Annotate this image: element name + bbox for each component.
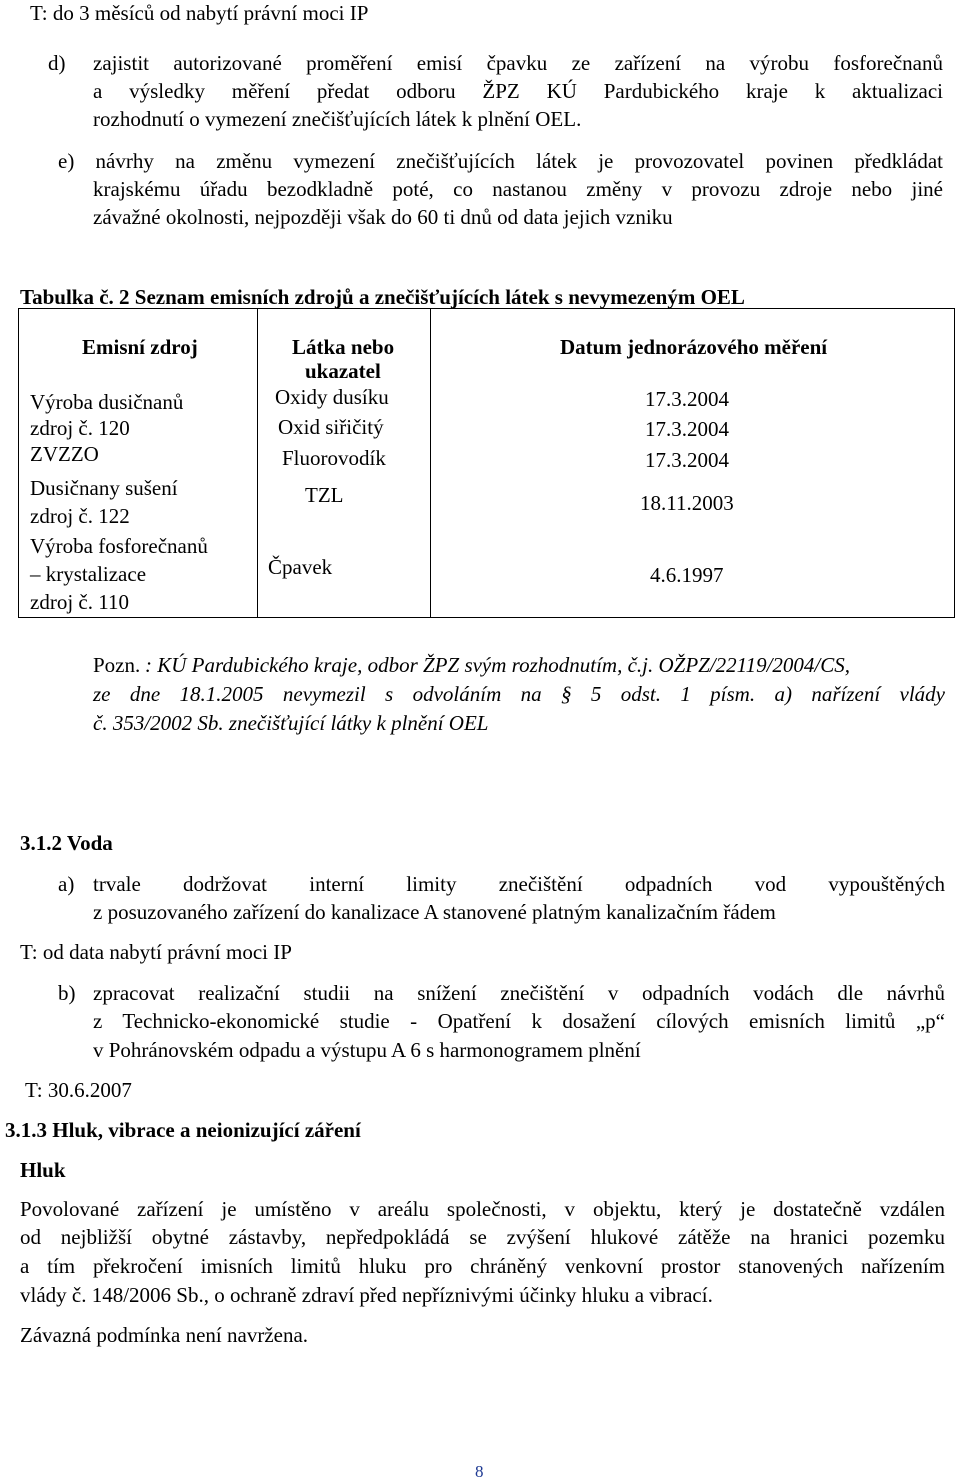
table-row: Oxidy dusíku	[275, 385, 389, 409]
item-d-line1: zajistit autorizované proměření emisí čpavku ze zařízení na výrobu fosforečnanů	[93, 51, 943, 75]
item-d-line3: rozhodnutí o vymezení znečišťujících látek k plnění OEL.	[93, 107, 582, 131]
table-row: TZL	[305, 483, 344, 507]
table-cell-date: 17.3.2004	[645, 417, 729, 441]
hluk-para-line4: vlády č. 148/2006 Sb., o ochraně zdraví před nepříznivými účinky hluku a vibrací.	[20, 1283, 713, 1307]
hluk-para-line1: Povolované zařízení je umístěno v areálu společnosti, v objektu, který je dostatečně vzdálen	[20, 1197, 945, 1221]
hluk-condition: Závazná podmínka není navržena.	[20, 1323, 309, 1347]
source-1-line3: ZVZZO	[30, 442, 99, 466]
voda-item-a-marker: a)	[58, 872, 75, 896]
table-divider-1	[257, 308, 258, 618]
voda-term-b: T: 30.6.2007	[25, 1078, 132, 1102]
voda-item-b-line1: zpracovat realizační studii na snížení znečištění v odpadních vodách dle návrhů	[93, 981, 945, 1005]
item-d-line2: a výsledky měření předat odboru ŽPZ KÚ Pardubického kraje k aktualizaci	[93, 79, 943, 103]
voda-item-b-line2: z Technicko-ekonomické studie - Opatření k dosažení cílových emisních limitů „p“	[93, 1009, 945, 1033]
hluk-para-line3: a tím překročení imisních limitů hluku pro chráněný venkovní prostor stanovených nařízením	[20, 1254, 945, 1278]
voda-item-a-line2: z posuzovaného zařízení do kanalizace A stanovené platným kanalizačním řádem	[93, 900, 776, 924]
voda-item-a-line1: trvale dodržovat interní limity znečištění odpadních vod vypouštěných	[93, 872, 945, 896]
note-label: Pozn.	[93, 653, 141, 677]
voda-term-a: T: od data nabytí právní moci IP	[20, 940, 292, 964]
note-line3: č. 353/2002 Sb. znečišťující látky k plnění OEL	[93, 711, 489, 735]
header-source: Emisní zdroj	[82, 335, 198, 359]
table-cell-date: 17.3.2004	[645, 387, 729, 411]
section-hluk-heading: 3.1.3 Hluk, vibrace a neionizující záření	[5, 1118, 361, 1142]
header-substance-2: ukazatel	[305, 359, 381, 383]
table-cell-date: 18.11.2003	[640, 491, 734, 515]
source-3-line3: zdroj č. 110	[30, 590, 129, 614]
table-divider-2	[430, 308, 431, 618]
source-2-line1: Dusičnany sušení	[30, 476, 178, 500]
note-line1: : KÚ Pardubického kraje, odbor ŽPZ svým rozhodnutím, č.j. OŽPZ/22119/2004/CS,	[145, 653, 851, 677]
item-e-line1: e) návrhy na změnu vymezení znečišťujících látek je provozovatel povinen předkládat	[58, 149, 943, 173]
source-3-line2: – krystalizace	[30, 562, 147, 586]
table-row: Fluorovodík	[282, 446, 386, 470]
table-row: Oxid siřičitý	[278, 415, 384, 439]
item-e-line2: krajskému úřadu bezodkladně poté, co nastanou změny v provozu zdroje nebo jiné	[93, 177, 943, 201]
item-d-marker: d)	[48, 51, 66, 75]
section-voda-heading: 3.1.2 Voda	[20, 831, 113, 855]
item-e-line3: závažné okolnosti, nejpozději však do 60 ti dnů od data jejich vzniku	[93, 205, 673, 229]
header-substance-1: Látka nebo	[292, 335, 395, 359]
voda-item-b-marker: b)	[58, 981, 76, 1005]
note-line2: ze dne 18.1.2005 nevymezil s odvoláním na § 5 odst. 1 písm. a) nařízení vlády	[93, 682, 945, 706]
hluk-para-line2: od nejbližší obytné zástavby, nepředpokládá se zvýšení hlukové zátěže na hranici pozemku	[20, 1225, 945, 1249]
hluk-subheading: Hluk	[20, 1158, 66, 1182]
term-top: T: do 3 měsíců od nabytí právní moci IP	[30, 1, 369, 25]
table-cell-date: 17.3.2004	[645, 448, 729, 472]
source-2-line2: zdroj č. 122	[30, 504, 130, 528]
page-number: 8	[475, 1462, 484, 1481]
source-3-line1: Výroba fosforečnanů	[30, 534, 208, 558]
table-row: Čpavek	[268, 555, 333, 579]
header-date: Datum jednorázového měření	[560, 335, 828, 359]
table-caption: Tabulka č. 2 Seznam emisních zdrojů a znečišťujících látek s nevymezeným OEL	[20, 285, 745, 309]
table-cell-date: 4.6.1997	[650, 563, 724, 587]
voda-item-b-line3: v Pohránovském odpadu a výstupu A 6 s harmonogramem plnění	[93, 1038, 641, 1062]
source-1-line1: Výroba dusičnanů	[30, 390, 184, 414]
source-1-line2: zdroj č. 120	[30, 416, 130, 440]
